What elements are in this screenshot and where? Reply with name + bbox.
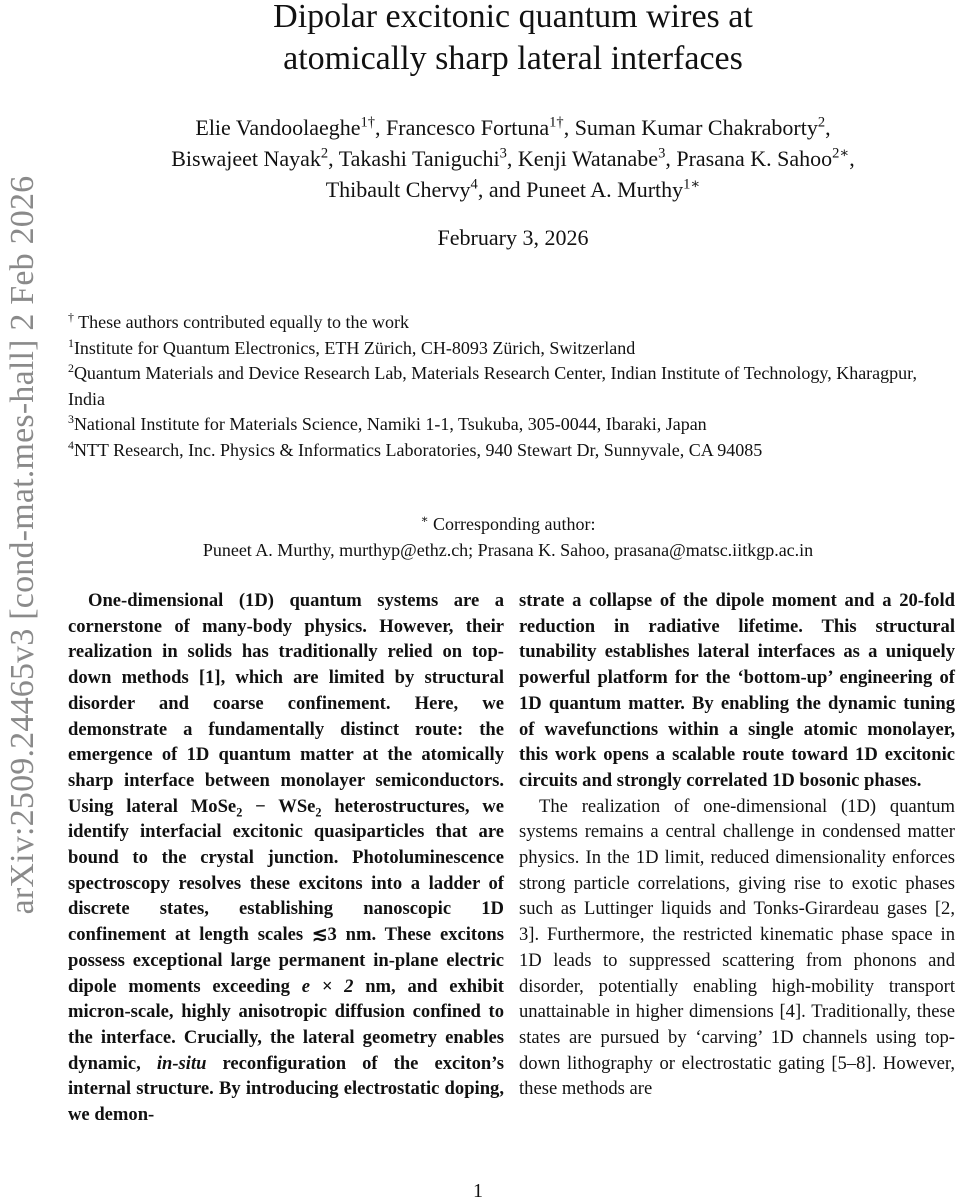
author: Prasana K. Sahoo$^{2∗}$, [676,145,855,171]
author: Kenji Watanabe$^3$, [517,145,677,171]
affiliation-note: † These authors contributed equally to the work [68,310,410,332]
affiliation: $^4$NTT Research, Inc. Physics & Informatics Laboratories, 940 Stewart Dr, Sunnyvale, CA 94085 [68,437,763,460]
affiliations [68,310,948,463]
author: Takashi Taniguchi$^3$, [338,145,518,171]
affiliation: $^1$Institute for Quantum Electronics, ETH Zürich, CH-8093 Zürich, Switzerland [68,335,636,358]
abstract-paragraph: One-dimensional (1D) quantum systems are a cornerstone of many-body physics. However, their realization in solids has traditionally relied on top-down methods [1], which are limited by structural disorder and coarse confinement. Here, we demonstrate a fundamentally distinct route: the emergence of 1D quantum matter at the atomically sharp interface between monolayer semiconductors. Using lateral MoSe$_2$ − WSe$_2$ heterostructures, we identify interfacial excitonic quasiparticles that are bound to the crystal junction. Photoluminescence spectroscopy resolves these excitons into a ladder of discrete states, establishing nanoscopic 1D confinement at length scales ≲3 nm. These excitons possess exceptional large permanent in-plane electric dipole moments exceeding e × 2 nm, and exhibit micron-scale, highly anisotropic diffusion confined to the interface. Crucially, the lateral geometry enables dynamic, in-situ reconfiguration of the exciton’s internal structure. By introducing electrostatic doping, we demon- [68,590,504,1126]
author-list [80,112,946,205]
author: Suman Kumar Chakraborty$^2$, [574,114,831,140]
author: Biswajeet Nayak$^2$, [171,145,339,171]
title-line-1: Dipolar excitonic quantum wires at [273,0,753,35]
arxiv-sidebar [4,150,42,940]
corresponding-label: ∗ Corresponding author: [420,512,596,534]
author: Francesco Fortuna$^{1\dagger}$, [386,114,575,140]
publication-date: February 3, 2026 [437,225,589,250]
body-column-left [68,588,504,1128]
body-column-right [519,588,955,1102]
title-line-2: atomically sharp lateral interfaces [283,40,743,77]
paper-title [160,0,866,80]
author: Thibault Chervy$^4$, and [325,176,527,202]
intro-paragraph: The realization of one-dimensional (1D) quantum systems remains a central challenge in condensed matter physics. In the 1D limit, reduced dimensionality enforces strong particle correlations, giving rise to exotic phases such as Luttinger liquids and Tonks-Girardeau gases [2, 3]. Furthermore, the restricted kinematic phase space in 1D leads to suppressed scattering from phonons and disorder, potentially enabling high-mobility transport unattainable in higher dimensions [4]. Traditionally, these states are pursued by ‘carving’ 1D channels using top-down lithography or electrostatic gating [5–8]. However, these methods are [519,795,955,1100]
affiliation: $^3$National Institute for Materials Science, Namiki 1-1, Tsukuba, 305-0044, Ibaraki, Japan [68,412,707,434]
author: Puneet A. Murthy$^{1∗}$ [526,176,701,202]
page-number: 1 [473,1180,483,1202]
corresponding-contacts: Puneet A. Murthy, murthyp@ethz.ch; Prasana K. Sahoo, prasana@matsc.iitkgp.ac.in [202,539,814,560]
affiliation: $^2$Quantum Materials and Device Research Lab, Materials Research Center, Indian Institute of Technology, Kharagpur, India [68,361,917,409]
abstract-paragraph-continued: strate a collapse of the dipole moment and a 20-fold reduction in radiative lifetime. This structural tunability establishes lateral interfaces as a uniquely powerful platform for the ‘bottom-up’ engineering of 1D quantum matter. By enabling the dynamic tuning of wavefunctions within a single atomic monolayer, this work opens a scalable route toward 1D excitonic circuits and strongly correlated 1D bosonic phases. [519,590,955,791]
arxiv-identifier: arXiv:2509.24465v3 [cond-mat.mes-hall] 2 Feb 2026 [4,175,41,915]
author: Elie Vandoolaeghe$^{1\dagger}$, [195,114,387,140]
corresponding-author [68,512,948,563]
